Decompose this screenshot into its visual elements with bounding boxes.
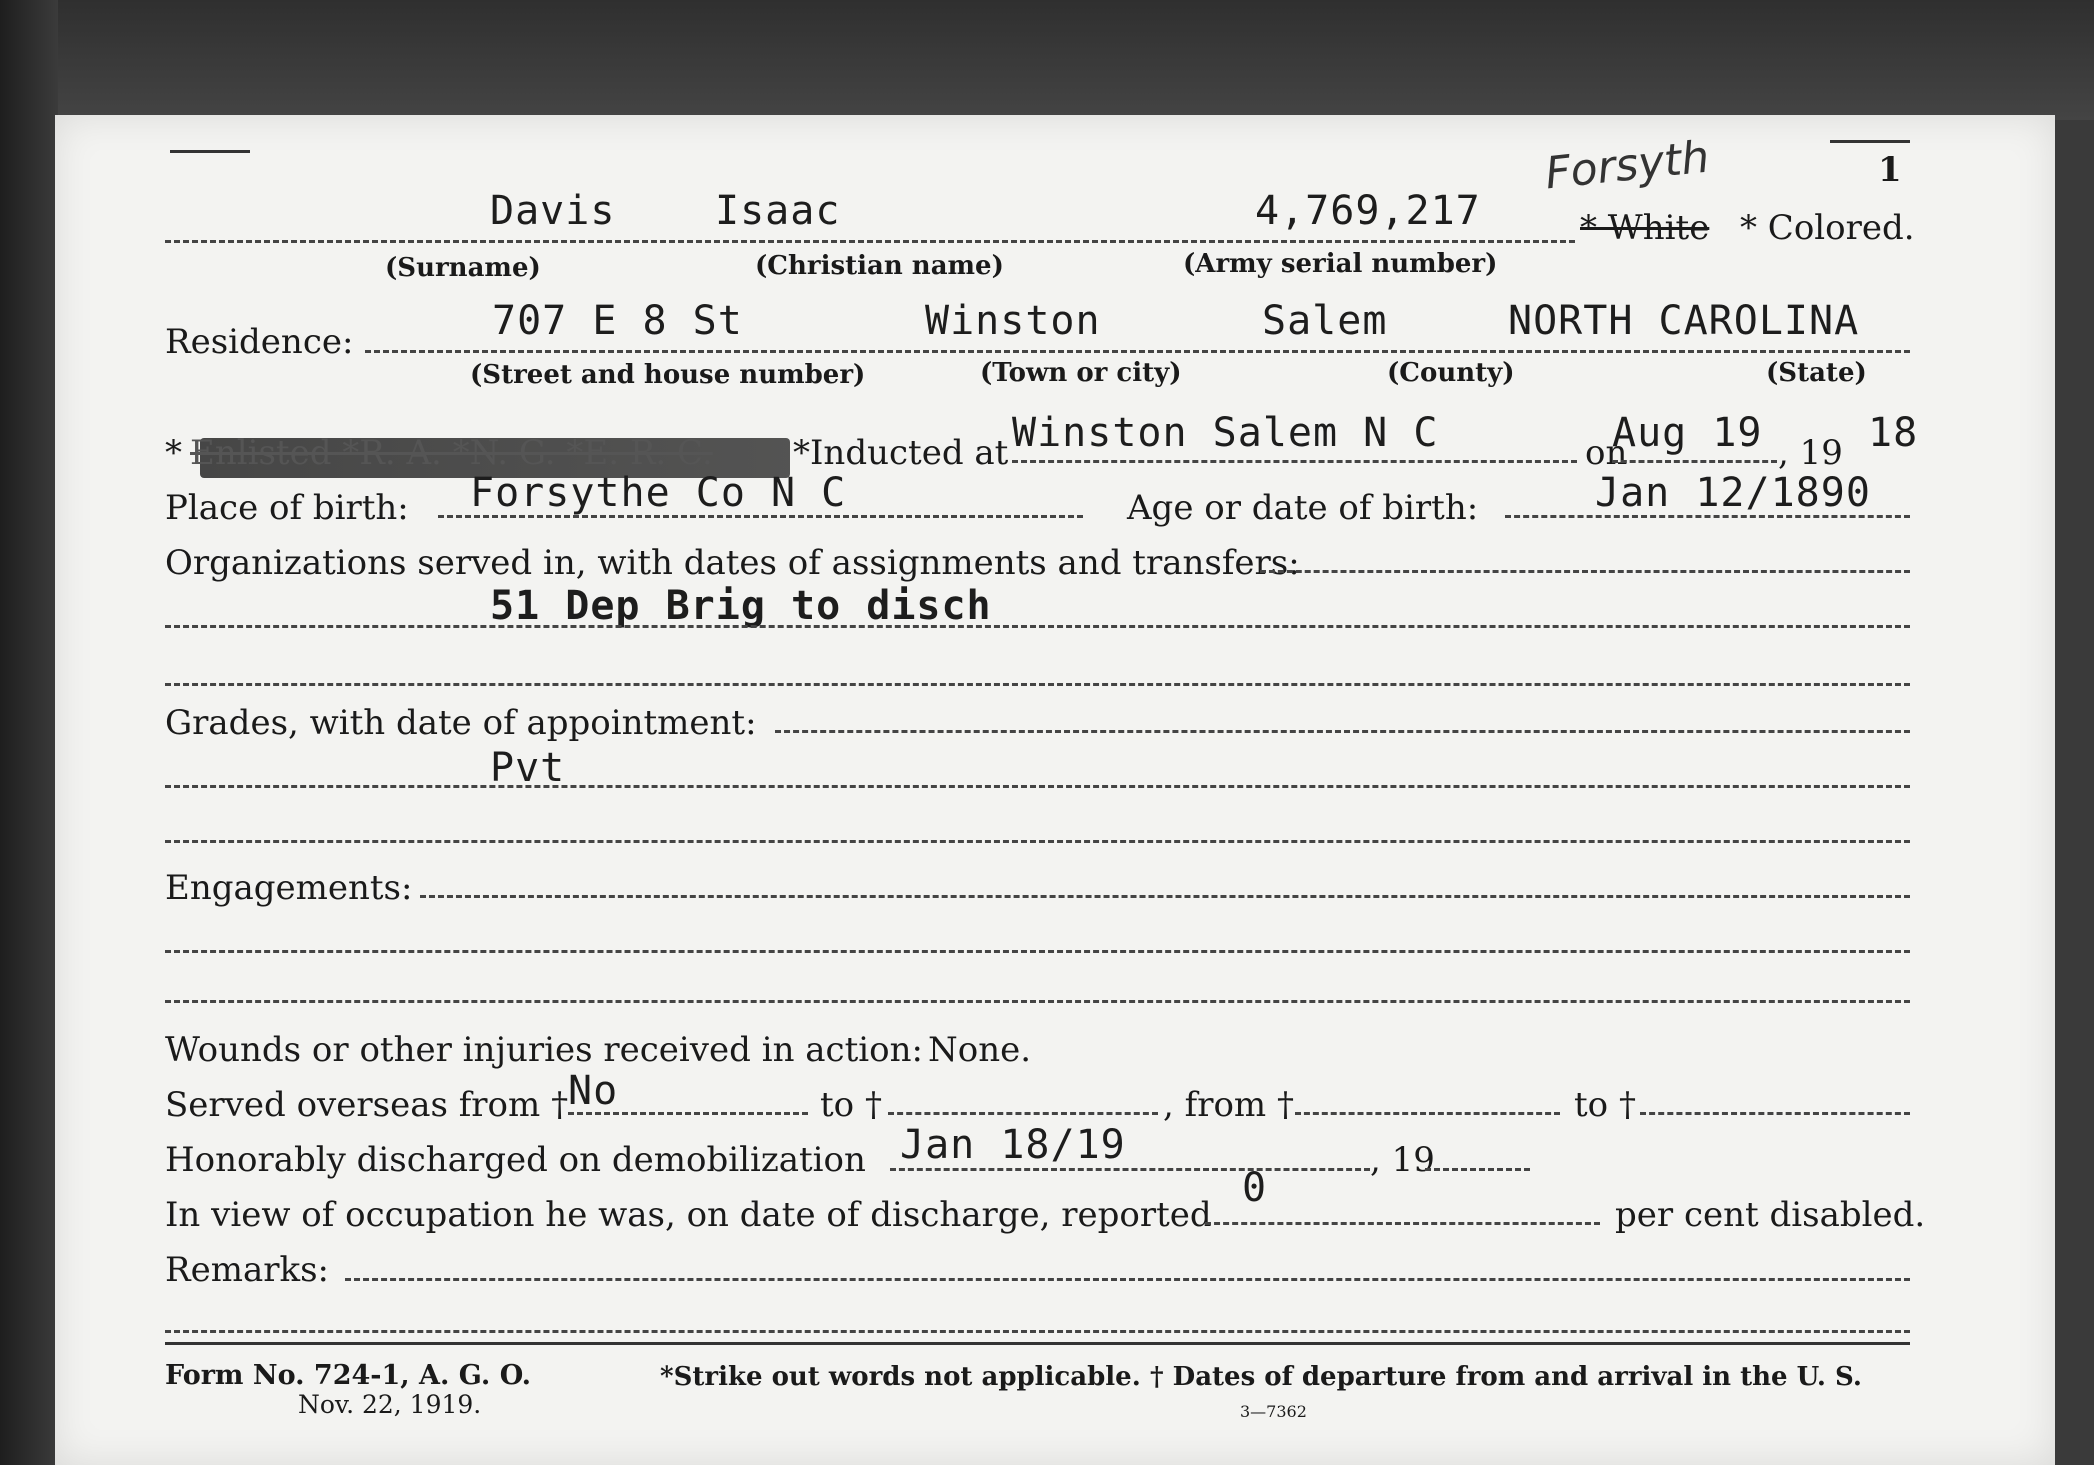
inducted-at-value: Winston Salem N C [1012, 410, 1439, 456]
year-prefix: , 19 [1778, 433, 1843, 473]
grades-label: Grades, with date of appointment: [165, 703, 757, 743]
engagements-line-1 [420, 895, 1910, 898]
struck-options: Enlisted *R. A. *N. G. *E. R. C. [190, 433, 713, 473]
card-number: 1 [1878, 150, 1902, 190]
christian-name-caption: (Christian name) [755, 251, 1004, 281]
state-caption: (State) [1766, 358, 1867, 388]
birth-date-line [1505, 515, 1910, 518]
overseas-from-line [568, 1112, 808, 1115]
overseas-label: Served overseas from † [165, 1085, 569, 1125]
residence-line [365, 350, 1910, 353]
engagements-label: Engagements: [165, 868, 413, 908]
age-label: Age or date of birth: [1127, 488, 1479, 528]
print-code: 3—7362 [1240, 1402, 1307, 1421]
surname-caption: (Surname) [385, 253, 541, 283]
christian-name-value: Isaac [715, 188, 841, 234]
overseas-to2-line [1640, 1112, 1910, 1115]
place-of-birth-line [438, 515, 1083, 518]
county-value: Salem [1262, 298, 1388, 344]
organizations-value: 51 Dep Brig to disch [490, 583, 992, 629]
inducted-at-line [1012, 460, 1577, 463]
residence-label: Residence: [165, 322, 354, 362]
overseas-to2-label: to † [1574, 1085, 1636, 1125]
white-option [1580, 208, 1709, 248]
engagements-line-3 [165, 1000, 1910, 1003]
induction-date-value: Aug 19 [1612, 410, 1763, 456]
street-caption: (Street and house number) [470, 360, 866, 390]
scanner-background-top [0, 0, 2094, 120]
grades-value: Pvt [490, 745, 566, 791]
disability-value: 0 [1242, 1165, 1268, 1211]
organizations-line-3 [165, 683, 1910, 686]
surname-value: Davis [490, 188, 616, 234]
county-caption: (County) [1387, 358, 1515, 388]
state-value: NORTH CAROLINA [1508, 298, 1860, 344]
grades-line-3 [165, 840, 1910, 843]
enlistment-options [190, 433, 713, 473]
on-label: on [1585, 433, 1628, 473]
serial-number-value: 4,769,217 [1255, 188, 1481, 234]
overseas-from2-line [1295, 1112, 1560, 1115]
organizations-line-2 [165, 625, 1910, 628]
name-line [165, 240, 1575, 243]
inducted-label: *Inducted at [793, 433, 1009, 473]
remarks-line-1 [345, 1278, 1910, 1281]
colored-option: * Colored. [1740, 208, 1915, 248]
overseas-from2-label: , from † [1163, 1085, 1294, 1125]
discharge-date-line [890, 1168, 1370, 1171]
footnote-strike: *Strike out words not applicable. [660, 1362, 1141, 1392]
birth-date-value: Jan 12/1890 [1595, 470, 1871, 516]
scanner-background-left [0, 0, 58, 1465]
town-value: Winston [925, 298, 1101, 344]
overseas-to-line [888, 1112, 1158, 1115]
top-left-rule [170, 150, 250, 153]
discharge-label: Honorably discharged on demobilization [165, 1140, 866, 1180]
induction-date-line [1612, 460, 1777, 463]
form-number: Form No. 724-1, A. G. O. [165, 1360, 532, 1391]
discharge-year-label: , 19 [1370, 1140, 1435, 1180]
wounds-label: Wounds or other injuries received in action: [165, 1030, 923, 1070]
remarks-label: Remarks: [165, 1250, 329, 1290]
discharge-date-value: Jan 18/19 [900, 1122, 1126, 1168]
white-label: * White [1580, 208, 1710, 248]
engagements-line-2 [165, 950, 1910, 953]
disability-suffix: per cent disabled. [1615, 1195, 1926, 1235]
wounds-value: None. [928, 1030, 1032, 1070]
footer-rule [165, 1342, 1910, 1345]
overseas-to-label: to † [820, 1085, 882, 1125]
organizations-line-1 [1260, 570, 1910, 573]
overseas-value: No [568, 1068, 619, 1114]
organizations-label: Organizations served in, with dates of assignments and transfers: [165, 543, 1300, 583]
form-date: Nov. 22, 1919. [298, 1390, 482, 1419]
place-of-birth-label: Place of birth: [165, 488, 409, 528]
handwritten-county: Forsyth [1542, 131, 1712, 200]
disability-line [1205, 1222, 1600, 1225]
town-caption: (Town or city) [980, 358, 1182, 388]
enlistment-prefix: * [165, 433, 182, 473]
footnote-dates: † Dates of departure from and arrival in the U. S. [1150, 1362, 1862, 1392]
grades-line-2 [165, 785, 1910, 788]
place-of-birth-value: Forsythe Co N C [470, 470, 847, 516]
induction-year-value: 18 [1868, 410, 1919, 456]
discharge-year-line [1425, 1168, 1530, 1171]
disability-label: In view of occupation he was, on date of discharge, reported [165, 1195, 1212, 1235]
grades-line-1 [775, 730, 1910, 733]
street-value: 707 E 8 St [492, 298, 743, 344]
remarks-line-2 [165, 1330, 1910, 1333]
top-right-rule [1830, 140, 1910, 143]
serial-number-caption: (Army serial number) [1183, 249, 1498, 279]
